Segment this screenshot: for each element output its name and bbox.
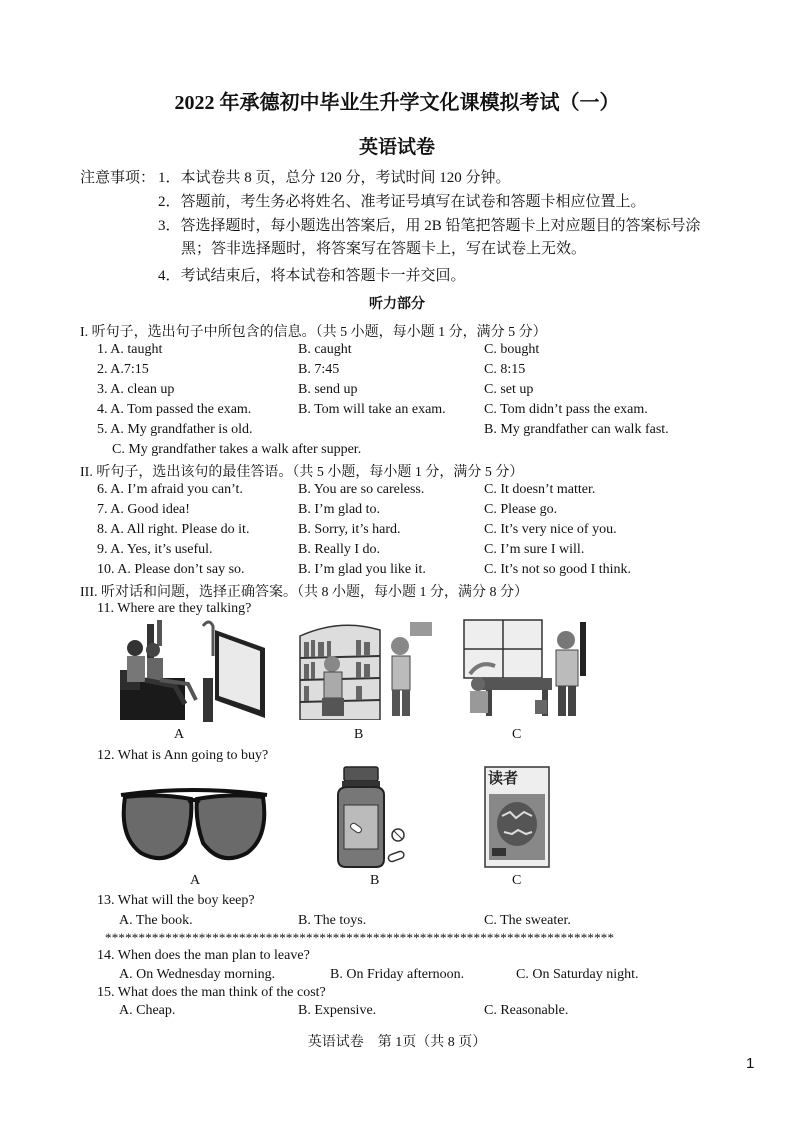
magazine-picture [484, 766, 550, 868]
page-footer: 英语试卷 第 1页（共 8 页） [307, 1035, 487, 1050]
medicine-bottle-picture [332, 765, 412, 869]
q13-option-a: A. The book. [119, 913, 193, 928]
q13-option-c: C. The sweater. [484, 913, 571, 928]
q5-option-a: 5. A. My grandfather is old. [97, 422, 253, 437]
q1-option-b: B. caught [298, 342, 352, 357]
q3-option-a: 3. A. clean up [97, 382, 175, 397]
q12-label-a: A [190, 873, 201, 888]
q2-option-b: B. 7:45 [298, 362, 340, 377]
note-item: 1．本试卷共 8 页，总分 120 分，考试时间 120 分钟。 [158, 170, 511, 186]
q14-question: 14. When does the man plan to leave? [97, 948, 310, 963]
note-item: 3．答选择题时，每小题选出答案后，用 2B 铅笔把答题卡上对应题目的答案标号涂 [158, 218, 701, 234]
q13-question: 13. What will the boy keep? [97, 893, 255, 908]
q10-option-b: B. I’m glad you like it. [298, 562, 426, 577]
q5-option-b: B. My grandfather can walk fast. [484, 422, 669, 437]
q4-option-c: C. Tom didn’t pass the exam. [484, 402, 648, 417]
q11-label-a: A [174, 727, 185, 742]
q1-option-a: 1. A. taught [97, 342, 163, 357]
section2-heading: II. 听句子，选出该句的最佳答语。（共 5 小题，每小题 1 分，满分 5 分） [80, 465, 524, 480]
listening-heading: 听力部分 [369, 297, 425, 312]
q12-label-c: C [512, 873, 522, 888]
cinema-picture [115, 618, 270, 723]
q15-option-c: C. Reasonable. [484, 1003, 569, 1018]
exam-subtitle: 英语试卷 [358, 137, 435, 158]
q15-question: 15. What does the man think of the cost? [97, 985, 326, 1000]
q7-option-b: B. I’m glad to. [298, 502, 381, 517]
note-item: 黑；答非选择题时，将答案写在答题卡上，写在试卷上无效。 [181, 241, 587, 257]
q14-option-a: A. On Wednesday morning. [119, 967, 276, 982]
q10-option-c: C. It’s not so good I think. [484, 562, 632, 577]
q6-option-a: 6. A. I’m afraid you can’t. [97, 482, 243, 497]
q10-option-a: 10. A. Please don’t say so. [97, 562, 245, 577]
q1-option-c: C. bought [484, 342, 540, 357]
q15-option-b: B. Expensive. [298, 1003, 377, 1018]
q8-option-a: 8. A. All right. Please do it. [97, 522, 250, 537]
page-number: 1 [746, 1055, 755, 1072]
exam-title: 2022 年承德初中毕业生升学文化课模拟考试（一） [174, 92, 620, 114]
q4-option-a: 4. A. Tom passed the exam. [97, 402, 252, 417]
q9-option-a: 9. A. Yes, it’s useful. [97, 542, 213, 557]
office-picture [460, 616, 588, 720]
q9-option-c: C. I’m sure I will. [484, 542, 585, 557]
q15-option-a: A. Cheap. [119, 1003, 176, 1018]
q12-label-b: B [370, 873, 380, 888]
q5-option-c: C. My grandfather takes a walk after supper. [112, 442, 362, 457]
q2-option-a: 2. A.7:15 [97, 362, 149, 377]
q13-option-b: B. The toys. [298, 913, 367, 928]
q14-option-b: B. On Friday afternoon. [330, 967, 465, 982]
note-item: 2．答题前，考生务必将姓名、准考证号填写在试卷和答题卡相应位置上。 [158, 194, 646, 210]
q14-option-c: C. On Saturday night. [516, 967, 639, 982]
q9-option-b: B. Really I do. [298, 542, 381, 557]
note-item: 4．考试结束后，将本试卷和答题卡一并交回。 [158, 268, 466, 284]
q7-option-a: 7. A. Good idea! [97, 502, 190, 517]
section1-heading: I. 听句子，选出句子中所包含的信息。（共 5 小题，每小题 1 分，满分 5 分） [80, 325, 547, 340]
notes-label: 注意事项： [80, 170, 156, 186]
q8-option-b: B. Sorry, it’s hard. [298, 522, 401, 537]
q7-option-c: C. Please go. [484, 502, 558, 517]
q11-question: 11. Where are they talking? [97, 601, 252, 616]
q12-question: 12. What is Ann going to buy? [97, 748, 269, 763]
q11-label-b: B [354, 727, 364, 742]
q8-option-c: C. It’s very nice of you. [484, 522, 617, 537]
q2-option-c: C. 8:15 [484, 362, 526, 377]
q6-option-b: B. You are so careless. [298, 482, 425, 497]
magazine-title: 读者 [488, 769, 519, 787]
q3-option-b: B. send up [298, 382, 358, 397]
library-picture [296, 618, 436, 720]
section3-heading: III. 听对话和问题，选择正确答案。（共 8 小题，每小题 1 分，满分 8 分） [80, 585, 528, 600]
q4-option-b: B. Tom will take an exam. [298, 402, 446, 417]
q11-label-c: C [512, 727, 522, 742]
sunglasses-picture [117, 785, 271, 865]
q3-option-c: C. set up [484, 382, 534, 397]
q6-option-c: C. It doesn’t matter. [484, 482, 596, 497]
separator-line: **************************************************************************** [105, 930, 615, 945]
